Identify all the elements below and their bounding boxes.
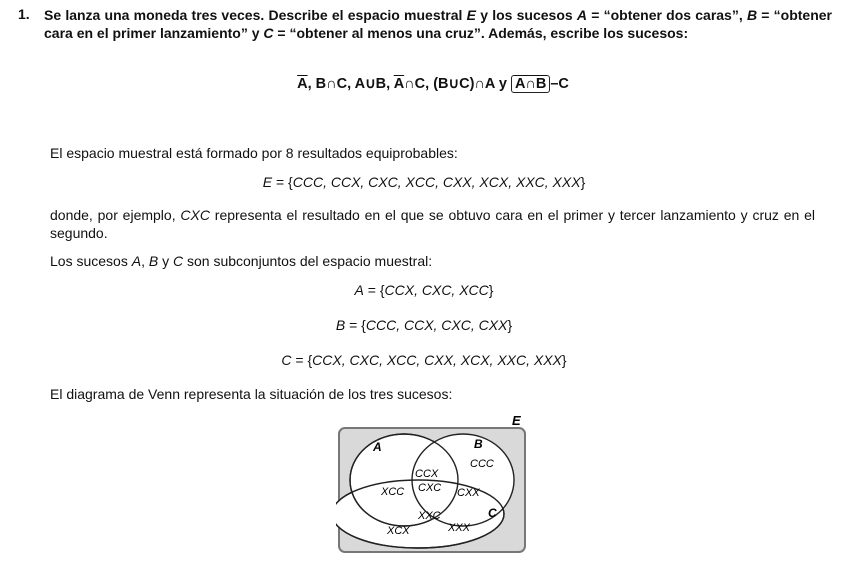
paragraph-example bbox=[50, 206, 815, 242]
eq-items: CCC, CCX, CXC, CXX bbox=[365, 317, 508, 333]
eq-lhs: E bbox=[262, 174, 273, 190]
outcome-ccx: CCX bbox=[415, 468, 439, 480]
op-b-cap-c: B∩C bbox=[315, 76, 348, 92]
op-conjunction: y bbox=[494, 76, 511, 92]
outcome-cxx: CXX bbox=[457, 487, 480, 499]
example-outcome: CXC bbox=[180, 207, 210, 223]
text-part: Los sucesos bbox=[50, 253, 132, 269]
var-c: C bbox=[172, 253, 184, 269]
eq-items: CCX, CXC, XCC bbox=[384, 282, 489, 298]
eq-lhs: A bbox=[354, 282, 364, 298]
outcome-xcc: XCC bbox=[381, 486, 405, 498]
brace-open: { bbox=[288, 174, 293, 190]
var-b: B bbox=[746, 7, 758, 23]
text-part: donde, por ejemplo, bbox=[50, 207, 181, 223]
label-set-c: C bbox=[488, 506, 497, 520]
eq-sign: = bbox=[345, 317, 362, 333]
brace-close: } bbox=[488, 282, 494, 298]
text-part: , bbox=[141, 253, 149, 269]
eq-sign: = bbox=[272, 174, 289, 190]
statement-part: = “obtener al menos una cruz”. Además, escribe los sucesos: bbox=[273, 25, 689, 41]
label-set-b: B bbox=[474, 437, 483, 451]
eq-sign: = bbox=[363, 282, 380, 298]
brace-close: } bbox=[580, 174, 586, 190]
op-cap-c: ∩C bbox=[404, 76, 426, 92]
op-sep: , bbox=[307, 76, 316, 92]
var-b: B bbox=[148, 253, 159, 269]
equation-c bbox=[0, 352, 848, 368]
text-part: y bbox=[158, 253, 173, 269]
var-e: E bbox=[466, 7, 476, 23]
brace-open: { bbox=[307, 352, 313, 368]
eq-lhs: C bbox=[281, 352, 292, 368]
text-part: son subconjuntos del espacio muestral: bbox=[183, 253, 433, 269]
event-operations bbox=[18, 76, 848, 92]
op-sep: , bbox=[386, 76, 394, 92]
statement-part: y los sucesos bbox=[475, 7, 577, 23]
outcome-ccc: CCC bbox=[470, 458, 494, 470]
label-universe-e: E bbox=[512, 413, 521, 428]
paragraph-venn-intro: El diagrama de Venn representa la situación de los tres sucesos: bbox=[50, 386, 453, 402]
statement-part: = “obtener cara en el primer lanzamiento” y bbox=[44, 7, 832, 41]
outcome-xxx: XXX bbox=[448, 522, 471, 534]
equation-e bbox=[0, 174, 848, 190]
op-sep: , bbox=[347, 76, 355, 92]
op-a-complement: $\overline{A}$ bbox=[297, 76, 308, 92]
brace-open: { bbox=[379, 282, 385, 298]
venn-diagram bbox=[336, 408, 530, 558]
text-part: representa el resultado en el que se obtuvo cara en el primer y tercer lanzamiento y cruz en el segundo. bbox=[50, 207, 815, 241]
outcome-cxc: CXC bbox=[418, 482, 442, 494]
eq-items: CCX, CXC, XCC, CXX, XCX, XXC, XXX bbox=[312, 352, 562, 368]
var-a: A bbox=[131, 253, 142, 269]
exercise-statement bbox=[44, 6, 832, 42]
brace-close: } bbox=[507, 317, 513, 333]
eq-lhs: B bbox=[335, 317, 346, 333]
equation-b bbox=[0, 317, 848, 333]
op-bcupc-cap-a: (B∪C)∩A bbox=[433, 76, 495, 92]
statement-part: Se lanza una moneda tres veces. Describe el espacio muestral bbox=[44, 7, 467, 23]
exercise-number: 1. bbox=[18, 6, 30, 22]
outcome-xxc: XXC bbox=[418, 510, 441, 522]
op-acapb-complement: A∩B bbox=[511, 75, 550, 93]
brace-close: } bbox=[561, 352, 567, 368]
op-a-cup-b: A∪B bbox=[354, 76, 387, 92]
brace-open: { bbox=[361, 317, 366, 333]
paragraph-sample-space: El espacio muestral está formado por 8 resultados equiprobables: bbox=[50, 145, 458, 161]
var-c: C bbox=[263, 25, 274, 41]
paragraph-subsets bbox=[50, 252, 815, 270]
equation-a bbox=[0, 282, 848, 298]
op-a-complement-2: $\overline{A}$ bbox=[393, 76, 405, 92]
var-a: A bbox=[576, 7, 587, 23]
op-minus-c: –C bbox=[550, 76, 569, 92]
eq-sign: = bbox=[291, 352, 308, 368]
label-set-a: A bbox=[373, 440, 382, 454]
statement-part: = “obtener dos caras”, bbox=[587, 7, 747, 23]
outcome-xcx: XCX bbox=[387, 525, 410, 537]
op-sep: , bbox=[425, 76, 434, 92]
eq-items: CCC, CCX, CXC, XCC, CXX, XCX, XXC, XXX bbox=[292, 174, 581, 190]
